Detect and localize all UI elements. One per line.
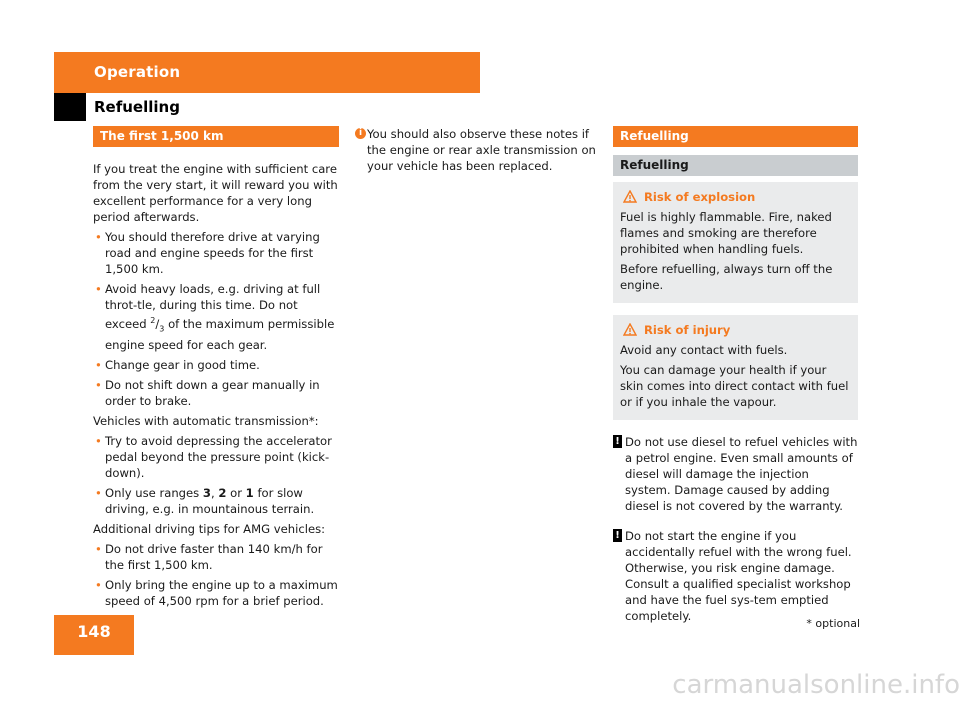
warning-explosion bbox=[613, 182, 858, 303]
list-item: • Try to avoid depressing the accelerator pedal beyond the pressure point (kick-down). bbox=[95, 434, 332, 481]
intro-paragraph: If you treat the engine with sufficient care from the very start, it will reward you with excellent performance for a very long period afterwards. bbox=[93, 162, 338, 224]
notice-diesel: ! Do not use diesel to refuel vehicles with a petrol engine. Even small amounts of diesel will damage the injection system. Damage caused by adding diesel is not covered by the warranty. bbox=[613, 434, 858, 514]
warning-title: Risk of injury bbox=[620, 322, 852, 338]
refuelling-subheading: Refuelling bbox=[613, 155, 858, 176]
bullet-icon: • bbox=[95, 230, 102, 244]
list-item: • Avoid heavy loads, e.g. driving at full throt-tle, during this time. Do not exceed $^2/_3$ of the maximum permissible engine speed for each gear. bbox=[95, 282, 335, 353]
warning-injury bbox=[613, 315, 858, 420]
warning-text: You can damage your health if your skin comes into direct contact with fuel or if you inhale the vapour. bbox=[620, 363, 849, 409]
amg-heading: Additional driving tips for AMG vehicles: bbox=[93, 522, 326, 537]
column-first-1500km bbox=[93, 126, 339, 613]
bullet-icon: • bbox=[95, 282, 102, 296]
column-refuelling bbox=[613, 126, 858, 624]
amg-bullet-list bbox=[93, 541, 339, 609]
warning-title: Risk of explosion bbox=[620, 189, 852, 205]
warning-text: Before refuelling, always turn off the engine. bbox=[620, 262, 833, 292]
section-marker bbox=[54, 93, 86, 121]
warning-triangle-icon bbox=[623, 190, 637, 203]
fraction-two-thirds: $^2/_3$ bbox=[150, 316, 165, 334]
bullet-icon: • bbox=[95, 578, 102, 593]
watermark: carmanualsonline.info bbox=[672, 670, 960, 700]
notice-wrong-fuel: ! Do not start the engine if you accidentally refuel with the wrong fuel. Otherwise, you risk engine damage. Consult a qualified specialist workshop and have the fuel sys-tem emptied completely. bbox=[613, 528, 858, 624]
automatic-transmission-heading: Vehicles with automatic transmission*: bbox=[93, 414, 319, 429]
list-item: • Only use ranges 3, 2 or 1 for slow driving, e.g. in mountainous terrain. bbox=[95, 486, 315, 517]
bullet-icon: • bbox=[95, 378, 102, 393]
optional-footnote: * optional bbox=[806, 617, 860, 630]
exclamation-icon: ! bbox=[613, 435, 622, 448]
info-icon: i bbox=[355, 128, 366, 139]
section-title: Refuelling bbox=[94, 98, 180, 116]
list-item: • Do not drive faster than 140 km/h for the first 1,500 km. bbox=[95, 542, 323, 573]
exclamation-icon: ! bbox=[613, 529, 622, 542]
refuelling-heading: Refuelling bbox=[613, 126, 858, 147]
bullet-icon: • bbox=[95, 486, 102, 501]
first-1500km-heading: The first 1,500 km bbox=[93, 126, 339, 147]
bullet-icon: • bbox=[95, 358, 102, 373]
info-note: i You should also observe these notes if the engine or rear axle transmission on your vehicle has been replaced. bbox=[355, 126, 603, 174]
bullet-icon: • bbox=[95, 434, 102, 449]
list-item: • Change gear in good time. bbox=[95, 358, 260, 373]
breakin-bullet-list bbox=[93, 229, 339, 409]
warning-text: Avoid any contact with fuels. bbox=[620, 343, 788, 357]
list-item: • Only bring the engine up to a maximum speed of 4,500 rpm for a brief period. bbox=[95, 578, 338, 609]
automatic-bullet-list bbox=[93, 433, 339, 517]
warning-triangle-icon bbox=[623, 323, 637, 336]
column-info-note bbox=[355, 126, 603, 174]
list-item: • You should therefore drive at varying road and engine speeds for the first 1,500 km. bbox=[95, 230, 320, 276]
page-number: 148 bbox=[54, 615, 134, 655]
bullet-icon: • bbox=[95, 542, 102, 557]
warning-text: Fuel is highly flammable. Fire, naked flames and smoking are therefore prohibited when handling fuels. bbox=[620, 210, 832, 256]
chapter-title: Operation bbox=[94, 63, 181, 81]
list-item: • Do not shift down a gear manually in order to brake. bbox=[95, 378, 320, 409]
